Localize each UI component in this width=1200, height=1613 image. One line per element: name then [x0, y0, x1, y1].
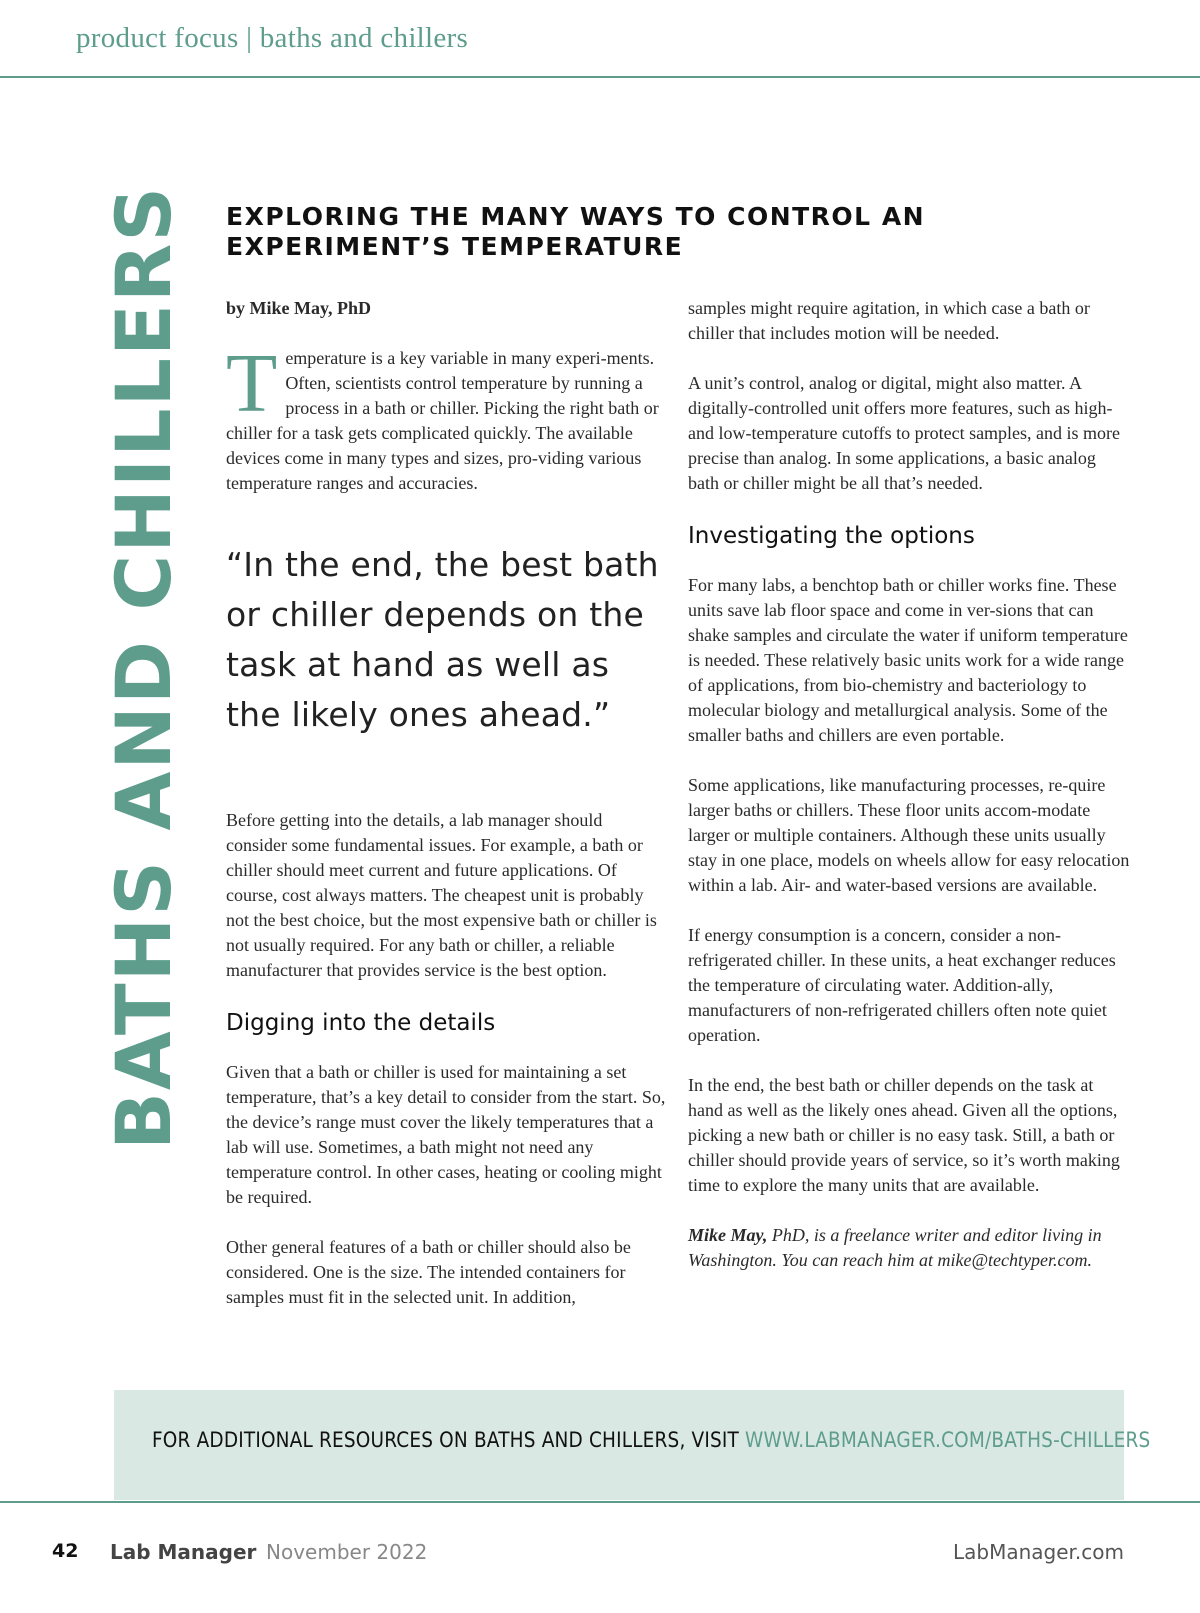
- paragraph: If energy consumption is a concern, consider a non-refrigerated chiller. In these units, a heat exchanger reduces the temperature of circulating water. Addition-ally, manufacturers of non-refrigerated chillers often note quiet operation.: [688, 925, 1116, 1045]
- intro-text: emperature is a key variable in many experi-ments. Often, scientists control temperature by running a process in a bath or chiller. Picking the right bath or chiller for a task gets complicated quickly. The available devices come in many types and sizes, pro-viding various temperature ranges and accuracies.: [226, 348, 659, 493]
- issue-date: November 2022: [266, 1540, 428, 1564]
- article-headline: EXPLORING THE MANY WAYS TO CONTROL AN EXPERIMENT’S TEMPERATURE: [226, 202, 926, 261]
- drop-cap: T: [226, 337, 278, 430]
- subhead-investigating: Investigating the options: [688, 523, 975, 549]
- paragraph: Some applications, like manufacturing processes, re-quire larger baths or chillers. These floor units accom-modate larger or multiple containers. Although these units usually stay in one place, models on wheels allow for easy relocation within a lab. Air- and water-based versions are available.: [688, 775, 1130, 895]
- banner-text: [152, 1428, 1150, 1452]
- bio-text: PhD, is a freelance writer and editor living in Washington. You can reach him at mike@techtyper.com.: [688, 1225, 1102, 1270]
- banner-label: FOR ADDITIONAL RESOURCES ON BATHS AND CHILLERS, VISIT: [152, 1428, 746, 1452]
- pull-quote: “In the end, the best bath or chiller depends on the task at hand as well as the likely ones ahead.”: [226, 545, 659, 734]
- intro-paragraph: [226, 337, 666, 496]
- magazine-name: Lab Manager: [110, 1540, 257, 1564]
- subhead-digging: Digging into the details: [226, 1010, 496, 1036]
- right-column: [688, 296, 1130, 1298]
- side-title: BATHS AND CHILLERS: [99, 184, 188, 1150]
- author-bio: [688, 1223, 1130, 1273]
- left-column: [226, 296, 666, 1335]
- paragraph: Other general features of a bath or chiller should also be considered. One is the size. The intended containers for samples must fit in the selected unit. In addition,: [226, 1237, 631, 1307]
- page-header: [0, 0, 1200, 78]
- footer-divider: [0, 1501, 1200, 1503]
- byline: by Mike May, PhD: [226, 298, 372, 318]
- paragraph: Before getting into the details, a lab manager should consider some fundamental issues. For example, a bath or chiller should meet current and future applications. Of course, cost always matters. The cheapest unit is probably not the best choice, but the most expensive bath or chiller is not usually required. For any bath or chiller, a reliable manufacturer that provides service is the best option.: [226, 810, 657, 980]
- paragraph: For many labs, a benchtop bath or chiller works fine. These units save lab floor space and come in ver-sions that can shake samples and circulate the water if uniform temperature is needed. These relatively basic units work for a wide range of applications, from bio-chemistry and bacteriology to molecular biology and metallurgical analysis. Some of the smaller baths and chillers are even portable.: [688, 575, 1128, 745]
- site-url[interactable]: LabManager.com: [953, 1540, 1124, 1564]
- banner-link[interactable]: WWW.LABMANAGER.COM/BATHS-CHILLERS: [745, 1428, 1151, 1452]
- paragraph: Given that a bath or chiller is used for maintaining a set temperature, that’s a key detail to consider from the start. So, the device’s range must cover the likely temperatures that a lab will use. Sometimes, a bath might not need any temperature control. In other cases, heating or cooling might be required.: [226, 1062, 666, 1207]
- page-footer: [0, 1540, 1200, 1570]
- paragraph: samples might require agitation, in which case a bath or chiller that includes motion will be needed.: [688, 298, 1090, 343]
- section-label: product focus | baths and chillers: [76, 22, 469, 54]
- paragraph: In the end, the best bath or chiller depends on the task at hand as well as the likely ones ahead. Given all the options, picking a new bath or chiller is no easy task. Still, a bath or chiller should provide years of service, so it’s worth making time to explore the many units that are available.: [688, 1075, 1120, 1195]
- resources-banner: [114, 1390, 1151, 1500]
- page-number: 42: [52, 1540, 79, 1562]
- paragraph: A unit’s control, analog or digital, might also matter. A digitally-controlled unit offers more features, such as high- and low-temperature cutoffs to protect samples, and is more precise than analog. In some applications, a basic analog bath or chiller might be all that’s needed.: [688, 373, 1121, 493]
- bio-name: Mike May,: [688, 1225, 768, 1245]
